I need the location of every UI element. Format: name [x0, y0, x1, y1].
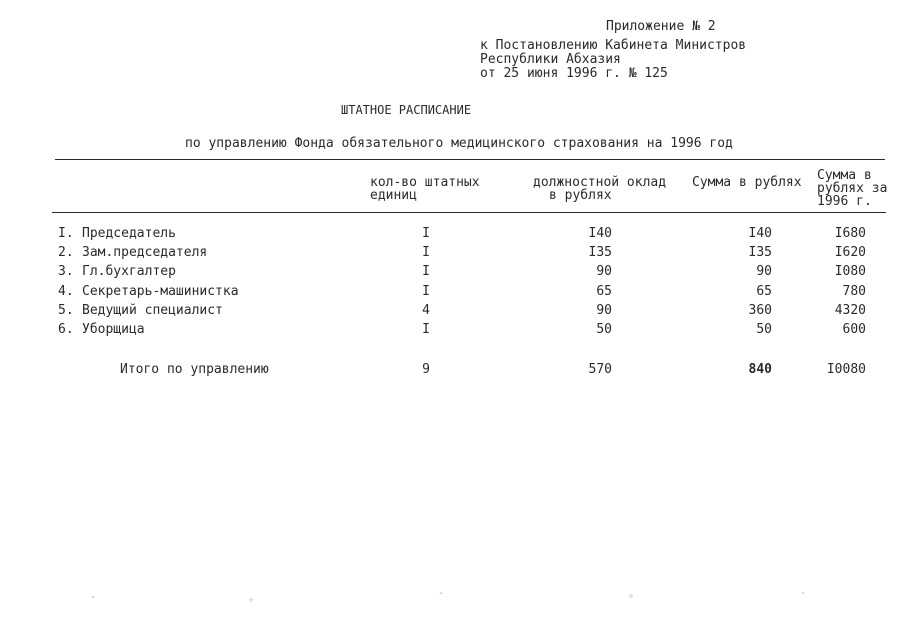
row-units: I [422, 322, 430, 337]
document-subtitle: по управлению Фонда обязательного медицинского страхования на 1996 год [185, 136, 733, 151]
row-year-sum: I680 [834, 226, 866, 241]
row-year-sum: I080 [834, 264, 866, 279]
row-number: 5. [58, 303, 74, 318]
row-units: I [422, 284, 430, 299]
row-salary: 65 [596, 284, 612, 299]
row-number: I. [58, 226, 74, 241]
row-number: 4. [58, 284, 74, 299]
column-header-sum-rub: Сумма в рублях [692, 175, 802, 190]
row-position: Гл.бухгалтер [82, 264, 176, 279]
row-number: 3. [58, 264, 74, 279]
row-sum: 50 [756, 322, 772, 337]
row-number: 6. [58, 322, 74, 337]
row-position: Зам.председателя [82, 245, 208, 260]
row-units: I [422, 245, 430, 260]
row-salary: 90 [596, 264, 612, 279]
column-header-sum-year: Сумма в рублях за 1996 г. [817, 168, 888, 209]
row-sum: I35 [748, 245, 772, 260]
row-sum: I40 [748, 226, 772, 241]
paper-speck: ˇ [90, 596, 97, 607]
total-units: 9 [422, 362, 430, 377]
column-header-units: кол-во штатных единиц [370, 175, 480, 203]
row-year-sum: 600 [842, 322, 866, 337]
total-sum: 840 [748, 362, 772, 377]
paper-speck: ° [248, 598, 255, 609]
paper-speck: ˇ [800, 592, 807, 603]
column-header-salary: должностной оклад в рублях [533, 175, 667, 203]
table-header-rule [52, 212, 886, 213]
document-title: ШТАТНОЕ РАСПИСАНИЕ [341, 103, 472, 117]
row-salary: 50 [596, 322, 612, 337]
row-number: 2. [58, 245, 74, 260]
row-position: Председатель [82, 226, 176, 241]
row-sum: 360 [748, 303, 772, 318]
row-position: Уборщица [82, 322, 145, 337]
paper-speck: ˇ [438, 592, 445, 603]
row-year-sum: 4320 [834, 303, 866, 318]
appendix-line-2: Республики Абхазия [480, 52, 621, 67]
paper-speck: ° [628, 594, 635, 605]
appendix-line-3: от 25 июня 1996 г. № 125 [480, 66, 668, 81]
row-salary: 90 [596, 303, 612, 318]
table-top-rule [55, 159, 885, 160]
row-year-sum: 780 [842, 284, 866, 299]
total-year-sum: I0080 [826, 362, 866, 377]
appendix-line-1: к Постановлению Кабинета Министров [480, 38, 747, 53]
row-units: I [422, 264, 430, 279]
appendix-title: Приложение № 2 [606, 19, 716, 34]
row-salary: I40 [588, 226, 612, 241]
row-position: Секретарь-машинистка [82, 284, 239, 299]
row-salary: I35 [588, 245, 612, 260]
total-label: Итого по управлению [120, 362, 269, 377]
row-sum: 90 [756, 264, 772, 279]
row-year-sum: I620 [834, 245, 866, 260]
total-salary: 570 [588, 362, 612, 377]
row-position: Ведущий специалист [82, 303, 223, 318]
row-sum: 65 [756, 284, 772, 299]
row-units: 4 [422, 303, 430, 318]
row-units: I [422, 226, 430, 241]
